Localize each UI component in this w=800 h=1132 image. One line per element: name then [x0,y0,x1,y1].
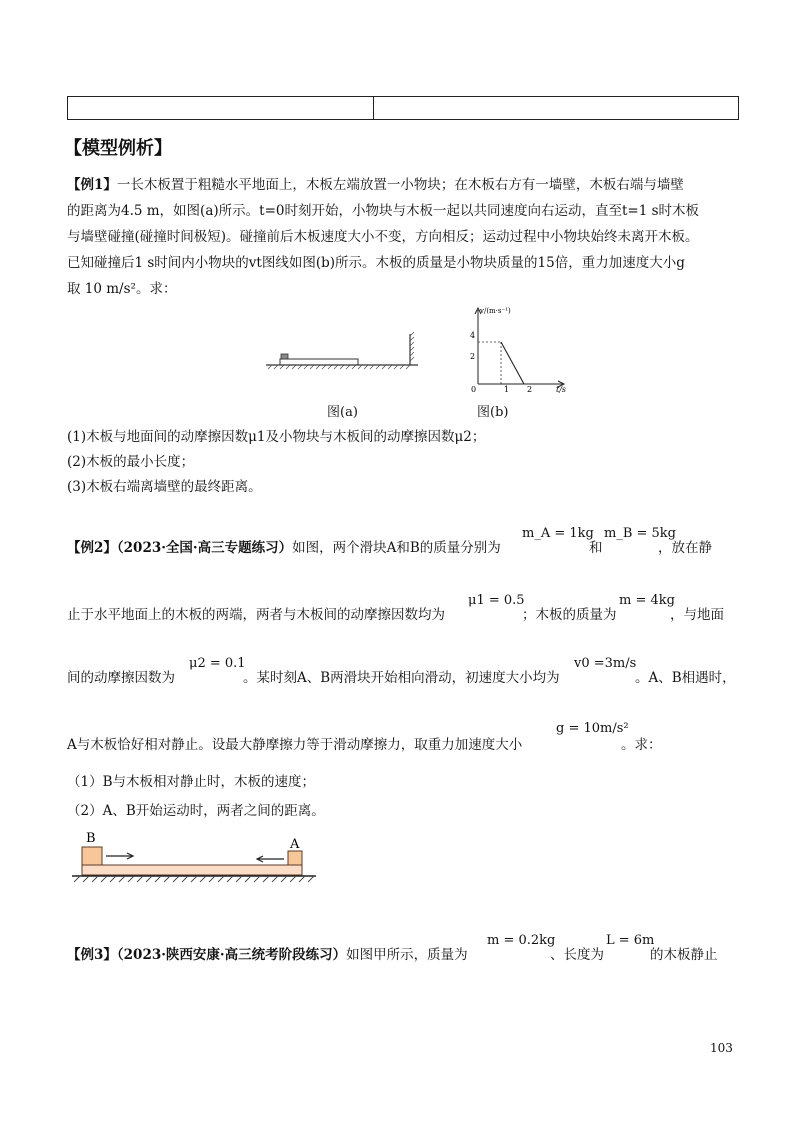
ex1-line2: 的距离为4.5 m，如图(a)所示。t=0时刻开始，小物块与木板一起以共同速度向右运动，直至t=1 s时木板 [67,203,700,219]
ex2-gravity: g = 10m/s² [556,721,629,736]
ex2-wood-board [82,865,302,875]
ex2-text3: 止于水平地面上的木板的两端，两者与木板间的动摩擦因数均为 [67,607,445,623]
figure-a [262,330,432,375]
ex2-text2: ，放在静 [658,540,712,556]
ex2-mass-b: m_B = 5kg [604,526,677,541]
ex2-source: （2023·全国·高三专题练习） [116,540,293,556]
block-b-label: B [86,831,96,846]
wall [410,332,414,365]
table-divider [373,97,374,119]
block-a-label: A [290,837,300,852]
ex1-question-2: (2)木板的最小长度； [67,454,195,470]
ex1-question-1: (1)木板与地面间的动摩擦因数μ1及小物块与木板间的动摩擦因数μ2； [67,429,486,445]
ex2-question-2: （2）A、B开始运动时，两者之间的距离。 [67,803,325,819]
ex3-length: L = 6m [606,933,655,948]
ex2-mu1: μ1 = 0.5 [468,593,525,608]
vt-series-line [501,342,524,384]
ex2-text8: 。A、B相遇时， [635,670,736,686]
ex1-line4: 已知碰撞后1 s时间内小物块的vt图线如图(b)所示。木板的质量是小物块质量的15倍，重力加速度大小g [67,255,685,271]
ex1-text1: 一长木板置于粗糙水平地面上，木板左端放置一小物块；在木板右方有一墙壁，木板右端与墙壁 [116,177,684,193]
block-a [288,851,302,865]
block-b [82,847,102,865]
ground-hatch [266,365,418,369]
ex2-ground [72,876,316,882]
ex1-question-3: (3)木板右端离墙壁的最终距离。 [67,479,262,495]
x-tick-label-1: 1 [504,385,510,394]
ex2-initial-speed: v0 =3m/s [574,656,637,671]
ex3-mass: m = 0.2kg [487,933,556,948]
ex2-text7: 。某时刻A、B两滑块开始相向滑动，初速度大小均为 [243,670,560,686]
fig-a-caption: 图(a) [327,405,358,420]
ex3-source: （2023·陕西安康·高三统考阶段练习） [116,947,347,963]
ex2-text6: 间的动摩擦因数为 [67,670,175,686]
ex1-line3: 与墙壁碰撞(碰撞时间极短)。碰撞前后木板速度大小不变，方向相反；运动过程中小物块始终未离开木板。 [67,229,699,245]
ex2-mu2: μ2 = 0.1 [189,656,246,671]
ex2-text5: ，与地面 [670,607,724,623]
ex2-line1 [67,539,501,557]
ex3-text2: 、长度为 [550,947,604,963]
ex2-mass-a: m_A = 1kg [522,526,594,541]
ex1-line1 [67,176,684,194]
y-axis-label: v/(m·s⁻¹) [480,307,511,315]
ex2-text9: A与木板恰好相对静止。设最大静摩擦力等于滑动摩擦力，取重力加速度大小 [67,737,523,753]
ex2-board-mass: m = 4kg [619,593,675,608]
section-title: 【模型例析】 [64,138,172,159]
ex2-and: 和 [589,540,603,556]
ex1-tag: 【例1】 [67,177,117,193]
ex2-question-1: （1）B与木板相对静止时，木板的速度； [67,774,316,790]
x-tick-label-0: 0 [471,385,477,394]
figure-b-vt-graph [460,304,570,394]
figure-ex2 [70,828,320,888]
header-table [67,96,739,120]
ex2-text4: ；木板的质量为 [522,607,617,623]
ex2-tag: 【例2】 [67,540,117,556]
y-tick-label-4: 4 [470,331,476,340]
x-axis-label: t/s [556,385,567,394]
ex1-line5: 取 10 m/s²。求： [67,281,177,297]
ex3-line1 [67,946,468,964]
wood-board [280,359,358,365]
arrow-right-icon [106,853,133,859]
ex2-text10: 。求： [621,737,662,753]
arrow-left-icon [257,856,284,862]
y-tick-label-2: 2 [470,352,476,361]
ex3-text1: 如图甲所示，质量为 [346,947,468,963]
ex3-tag: 【例3】 [67,947,117,963]
ex2-text1: 如图，两个滑块A和B的质量分别为 [292,540,501,556]
fig-b-caption: 图(b) [477,405,509,420]
ex3-text3: 的木板静止 [650,947,718,963]
small-block [281,354,288,359]
page-number: 103 [710,1041,733,1055]
x-tick-label-2: 2 [527,385,533,394]
